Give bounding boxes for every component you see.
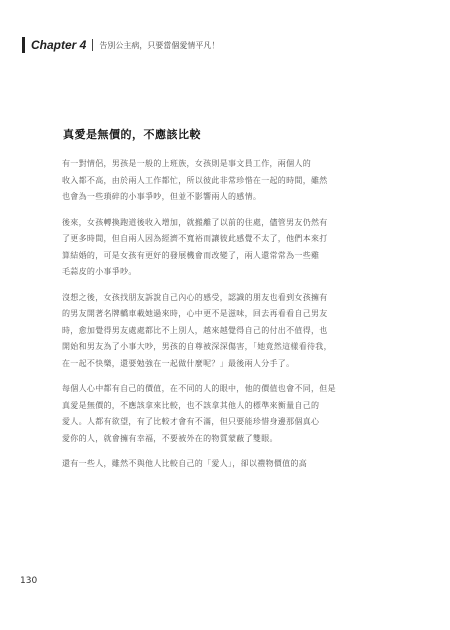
paragraph <box>62 215 387 281</box>
text-line: 有一對情侶，男孩是一般的上班族，女孩則是事文員工作，兩個人的 <box>62 159 311 168</box>
text-line: 開始和男友為了小事大吵，男孩的自尊被深深傷害，「她竟然這樣看待我， <box>62 342 332 351</box>
text-line: 愛人。人都有欲望，有了比較才會有不滿，但只要能珍惜身邊那個真心 <box>62 417 320 426</box>
chapter-title: 告別公主病，只要當個愛情平凡！ <box>99 40 220 50</box>
text-line: 算結婚的，可是女孩有更好的發展機會而改變了，兩人還常常為一些雞 <box>62 250 320 260</box>
text-line: 還有一些人，雖然不與他人比較自己的「愛人」，卻以禮物價值的高 <box>62 459 307 468</box>
paragraph <box>62 381 387 447</box>
text-line: 真愛是無價的，不應該拿來比較，也不該拿其他人的標準來衡量自己的 <box>62 400 320 410</box>
header-rule <box>22 37 25 53</box>
header-separator <box>92 39 93 51</box>
paragraph <box>62 290 387 373</box>
text-line: 的男友開著名牌轎車載她過來時，心中更不是滋味，回去再看看自己男友 <box>62 309 328 318</box>
text-line: 在一起不快樂，還要勉強在一起做什麼呢？」最後兩人分手了。 <box>62 358 295 368</box>
text-line: 也會為一些瑣碎的小事爭吵，但並不影響兩人的感情。 <box>62 192 262 201</box>
text-line: 每個人心中都有自己的價值，在不同的人的眼中，他的價值也會不同，但是 <box>62 384 336 393</box>
paragraph <box>62 456 387 473</box>
paragraph <box>62 156 387 206</box>
text-line: 愛你的人，就會擁有幸福，不要被外在的物質蒙蔽了雙眼。 <box>62 433 278 443</box>
text-line: 沒想之後，女孩找朋友訴說自己內心的感受，認識的朋友也看到女孩擁有 <box>62 292 328 302</box>
text-line: 收入都不高，由於兩人工作都忙，所以彼此非常珍惜在一起的時間，雖然 <box>62 175 328 185</box>
text-line: 後來，女孩轉換跑道後收入增加，就搬離了以前的住處，儘管男友仍然有 <box>62 217 328 227</box>
page-number: 130 <box>20 576 38 586</box>
section-title: 真愛是無價的，不應該比較 <box>63 128 201 141</box>
body-text <box>62 156 387 482</box>
text-line: 毛蒜皮的小事爭吵。 <box>62 267 137 276</box>
text-line: 了更多時間，但自兩人因為經濟不寬裕而讓彼此感覺不太了，他們本來打 <box>62 234 328 243</box>
running-header <box>22 36 219 54</box>
chapter-label: Chapter 4 <box>31 38 87 52</box>
text-line: 時，愈加覺得男友處處都比不上別人，越來越覺得自己的付出不值得，也 <box>62 325 328 335</box>
